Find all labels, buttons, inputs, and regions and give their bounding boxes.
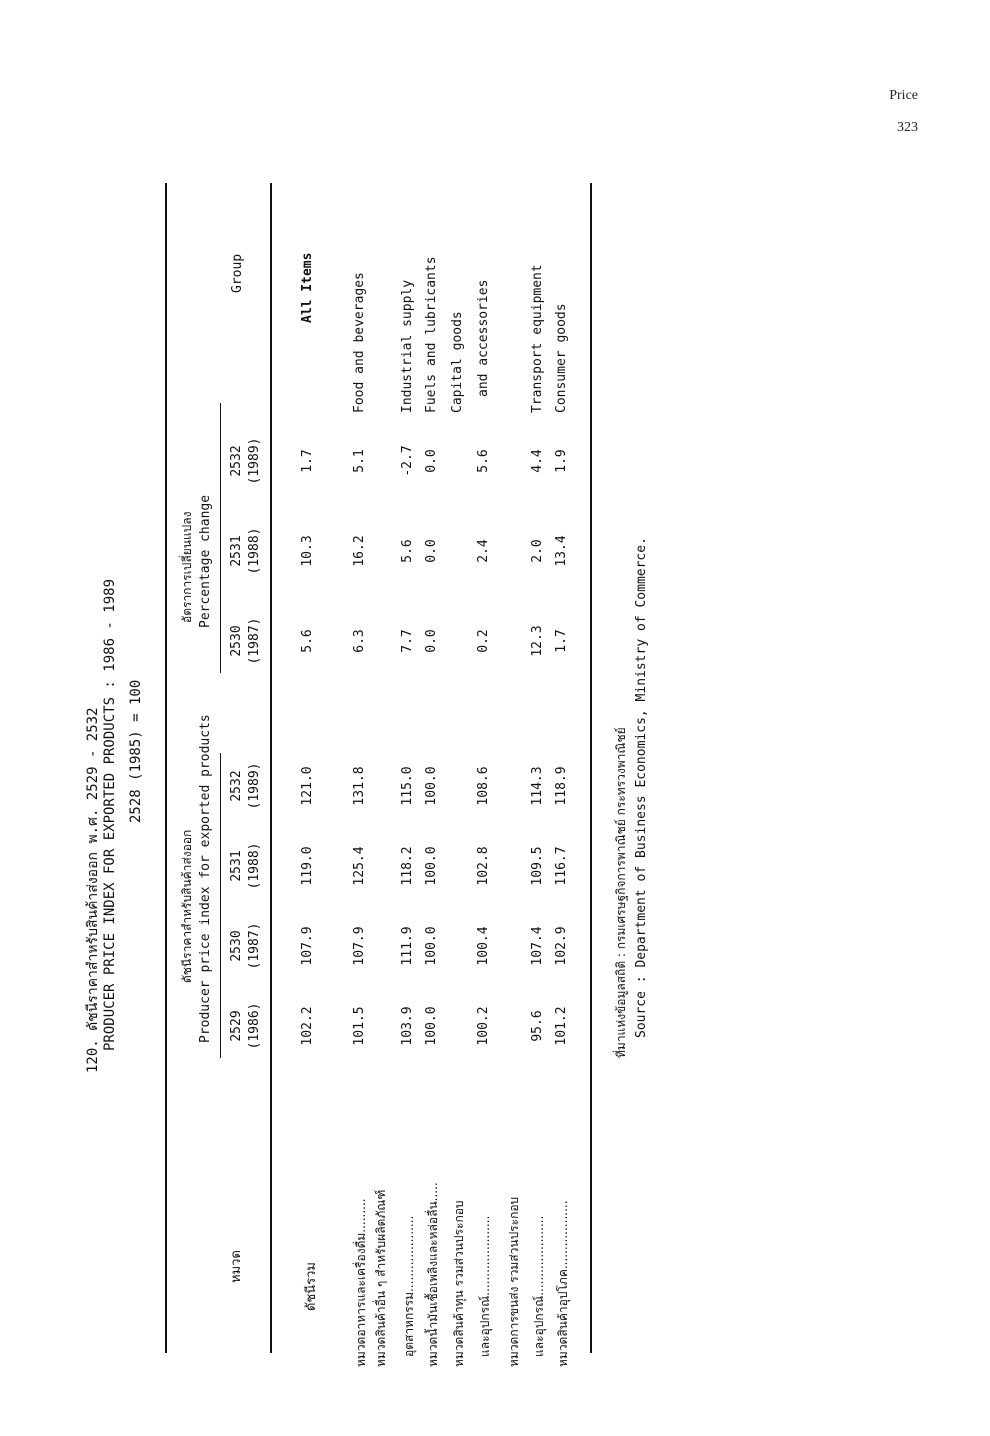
row-label-thai-cont: และอุปกรณ์..................... [532, 1215, 546, 1357]
table-cell: 100.0 [424, 926, 439, 966]
row-label-thai: หมวดน้ำมันเชื้อเพลิงและหล่อลื่น..... [426, 1182, 440, 1367]
row-label-english: Consumer goods [554, 303, 569, 413]
table-cell: 107.4 [530, 926, 545, 966]
row-label-thai: หมวดการขนส่ง รวมส่วนประกอบ [507, 1196, 521, 1367]
table-cell: 102.8 [476, 846, 491, 886]
ppi-year-2532: 2532 (1989) [229, 762, 262, 810]
table-cell: 107.9 [352, 926, 367, 966]
row-label-english-cont: and accessories [476, 279, 491, 397]
row-label-thai-cont: อุตสาหกรรม.................... [402, 1215, 416, 1357]
row-label-thai: หมวดอาหารและเครื่องดื่ม......... [354, 1198, 368, 1367]
table-cell: 125.4 [352, 846, 367, 886]
table-cell: 121.0 [300, 766, 315, 806]
row-label-thai-cont: และอุปกรณ์..................... [478, 1215, 492, 1357]
table-cell: 1.9 [554, 449, 569, 473]
table-cell: 101.2 [554, 1006, 569, 1046]
table-cell: 107.9 [300, 926, 315, 966]
row-label-english: Industrial supply [400, 279, 415, 413]
table-cell: 0.0 [424, 449, 439, 473]
row-label-thai: หมวดสินค้าอื่น ๆ สำหรับผลิตภัณฑ์ [374, 1189, 388, 1367]
section-label: Price [889, 88, 918, 103]
table-page [60, 153, 760, 1373]
table-cell: 1.7 [300, 449, 315, 473]
table-cell: 102.2 [300, 1006, 315, 1046]
table-cell: 102.9 [554, 926, 569, 966]
table-cell: 7.7 [400, 629, 415, 653]
table-cell: 0.0 [424, 539, 439, 563]
table-cell: 0.2 [476, 629, 491, 653]
page-number: 323 [897, 120, 918, 135]
table-cell: 1.7 [554, 629, 569, 653]
table-cell: 109.5 [530, 846, 545, 886]
row-label-english: Capital goods [450, 311, 465, 413]
pct-header-rule [220, 403, 221, 673]
table-cell: 12.3 [530, 625, 545, 657]
table-cell: 119.0 [300, 846, 315, 886]
table-cell: 10.3 [300, 535, 315, 567]
table-cell: 2.4 [476, 539, 491, 563]
pct-year-2530: 2530 (1987) [229, 617, 262, 665]
pct-year-2531: 2531 (1988) [229, 527, 262, 575]
table-title-english: PRODUCER PRICE INDEX FOR EXPORTED PRODUCTS : 1986 - 1989 [102, 578, 118, 1051]
table-cell: 100.0 [424, 846, 439, 886]
row-label-thai: หมวดสินค้าอุปโภค.................. [556, 1200, 570, 1367]
ppi-header-thai: ดัชนีราคาสำหรับสินค้าส่งออก [180, 829, 194, 983]
table-cell: 0.0 [424, 629, 439, 653]
bottom-rule [590, 183, 592, 1353]
ppi-year-2529: 2529 (1986) [229, 1002, 262, 1050]
table-cell: 114.3 [530, 766, 545, 806]
table-cell: 111.9 [400, 926, 415, 966]
source-thai: ที่มาแห่งข้อมูลสถิติ : กรมเศรษฐกิจการพาณิชย์ กระทรวงพาณิชย์ [614, 727, 628, 1058]
source-english: Source : Department of Business Economics, Ministry of Commerce. [634, 537, 649, 1038]
table-cell: 95.6 [530, 1010, 545, 1042]
table-cell: 100.2 [476, 1006, 491, 1046]
pct-header-thai: อัตราการเปลี่ยนแปลง [180, 511, 194, 623]
table-cell: 115.0 [400, 766, 415, 806]
table-cell: 13.4 [554, 535, 569, 567]
table-cell: 5.6 [400, 539, 415, 563]
row-label-thai: ดัชนีรวม [304, 1261, 319, 1311]
table-cell: 108.6 [476, 766, 491, 806]
header-bottom-rule [270, 183, 272, 1353]
table-cell: -2.7 [400, 445, 415, 477]
table-cell: 100.0 [424, 1006, 439, 1046]
table-cell: 103.9 [400, 1006, 415, 1046]
pct-header-english: Percentage change [198, 494, 213, 628]
row-label-english: Transport equipment [530, 264, 545, 413]
table-cell: 6.3 [352, 629, 367, 653]
table-cell: 101.5 [352, 1006, 367, 1046]
ppi-year-2531: 2531 (1988) [229, 842, 262, 890]
table-cell: 5.1 [352, 449, 367, 473]
table-cell: 5.6 [476, 449, 491, 473]
row-label-english: Food and beverages [352, 272, 367, 413]
table-cell: 16.2 [352, 535, 367, 567]
table-cell: 5.6 [300, 629, 315, 653]
row-label-thai: หมวดสินค้าทุน รวมส่วนประกอบ [452, 1200, 466, 1367]
group-header-english: Group [230, 253, 245, 293]
table-title-thai: 120. ดัชนีราคาสำหรับสินค้าส่งออก พ.ศ. 2529 - 2532 [85, 707, 101, 1073]
table-cell: 131.8 [352, 766, 367, 806]
ppi-header-english: Producer price index for exported products [198, 714, 213, 1043]
table-cell: 100.0 [424, 766, 439, 806]
table-cell: 2.0 [530, 539, 545, 563]
ppi-header-rule [220, 753, 221, 1058]
pct-year-2532: 2532 (1989) [229, 437, 262, 485]
row-label-english: All Items [300, 252, 315, 323]
ppi-year-2530: 2530 (1987) [229, 922, 262, 970]
row-label-english: Fuels and lubricants [424, 256, 439, 413]
group-header-thai: หมวด [229, 1250, 244, 1283]
table-base-year: 2528 (1985) = 100 [128, 679, 144, 823]
top-rule [165, 183, 167, 1353]
table-cell: 116.7 [554, 846, 569, 886]
table-cell: 118.9 [554, 766, 569, 806]
table-cell: 118.2 [400, 846, 415, 886]
table-cell: 100.4 [476, 926, 491, 966]
table-cell: 4.4 [530, 449, 545, 473]
